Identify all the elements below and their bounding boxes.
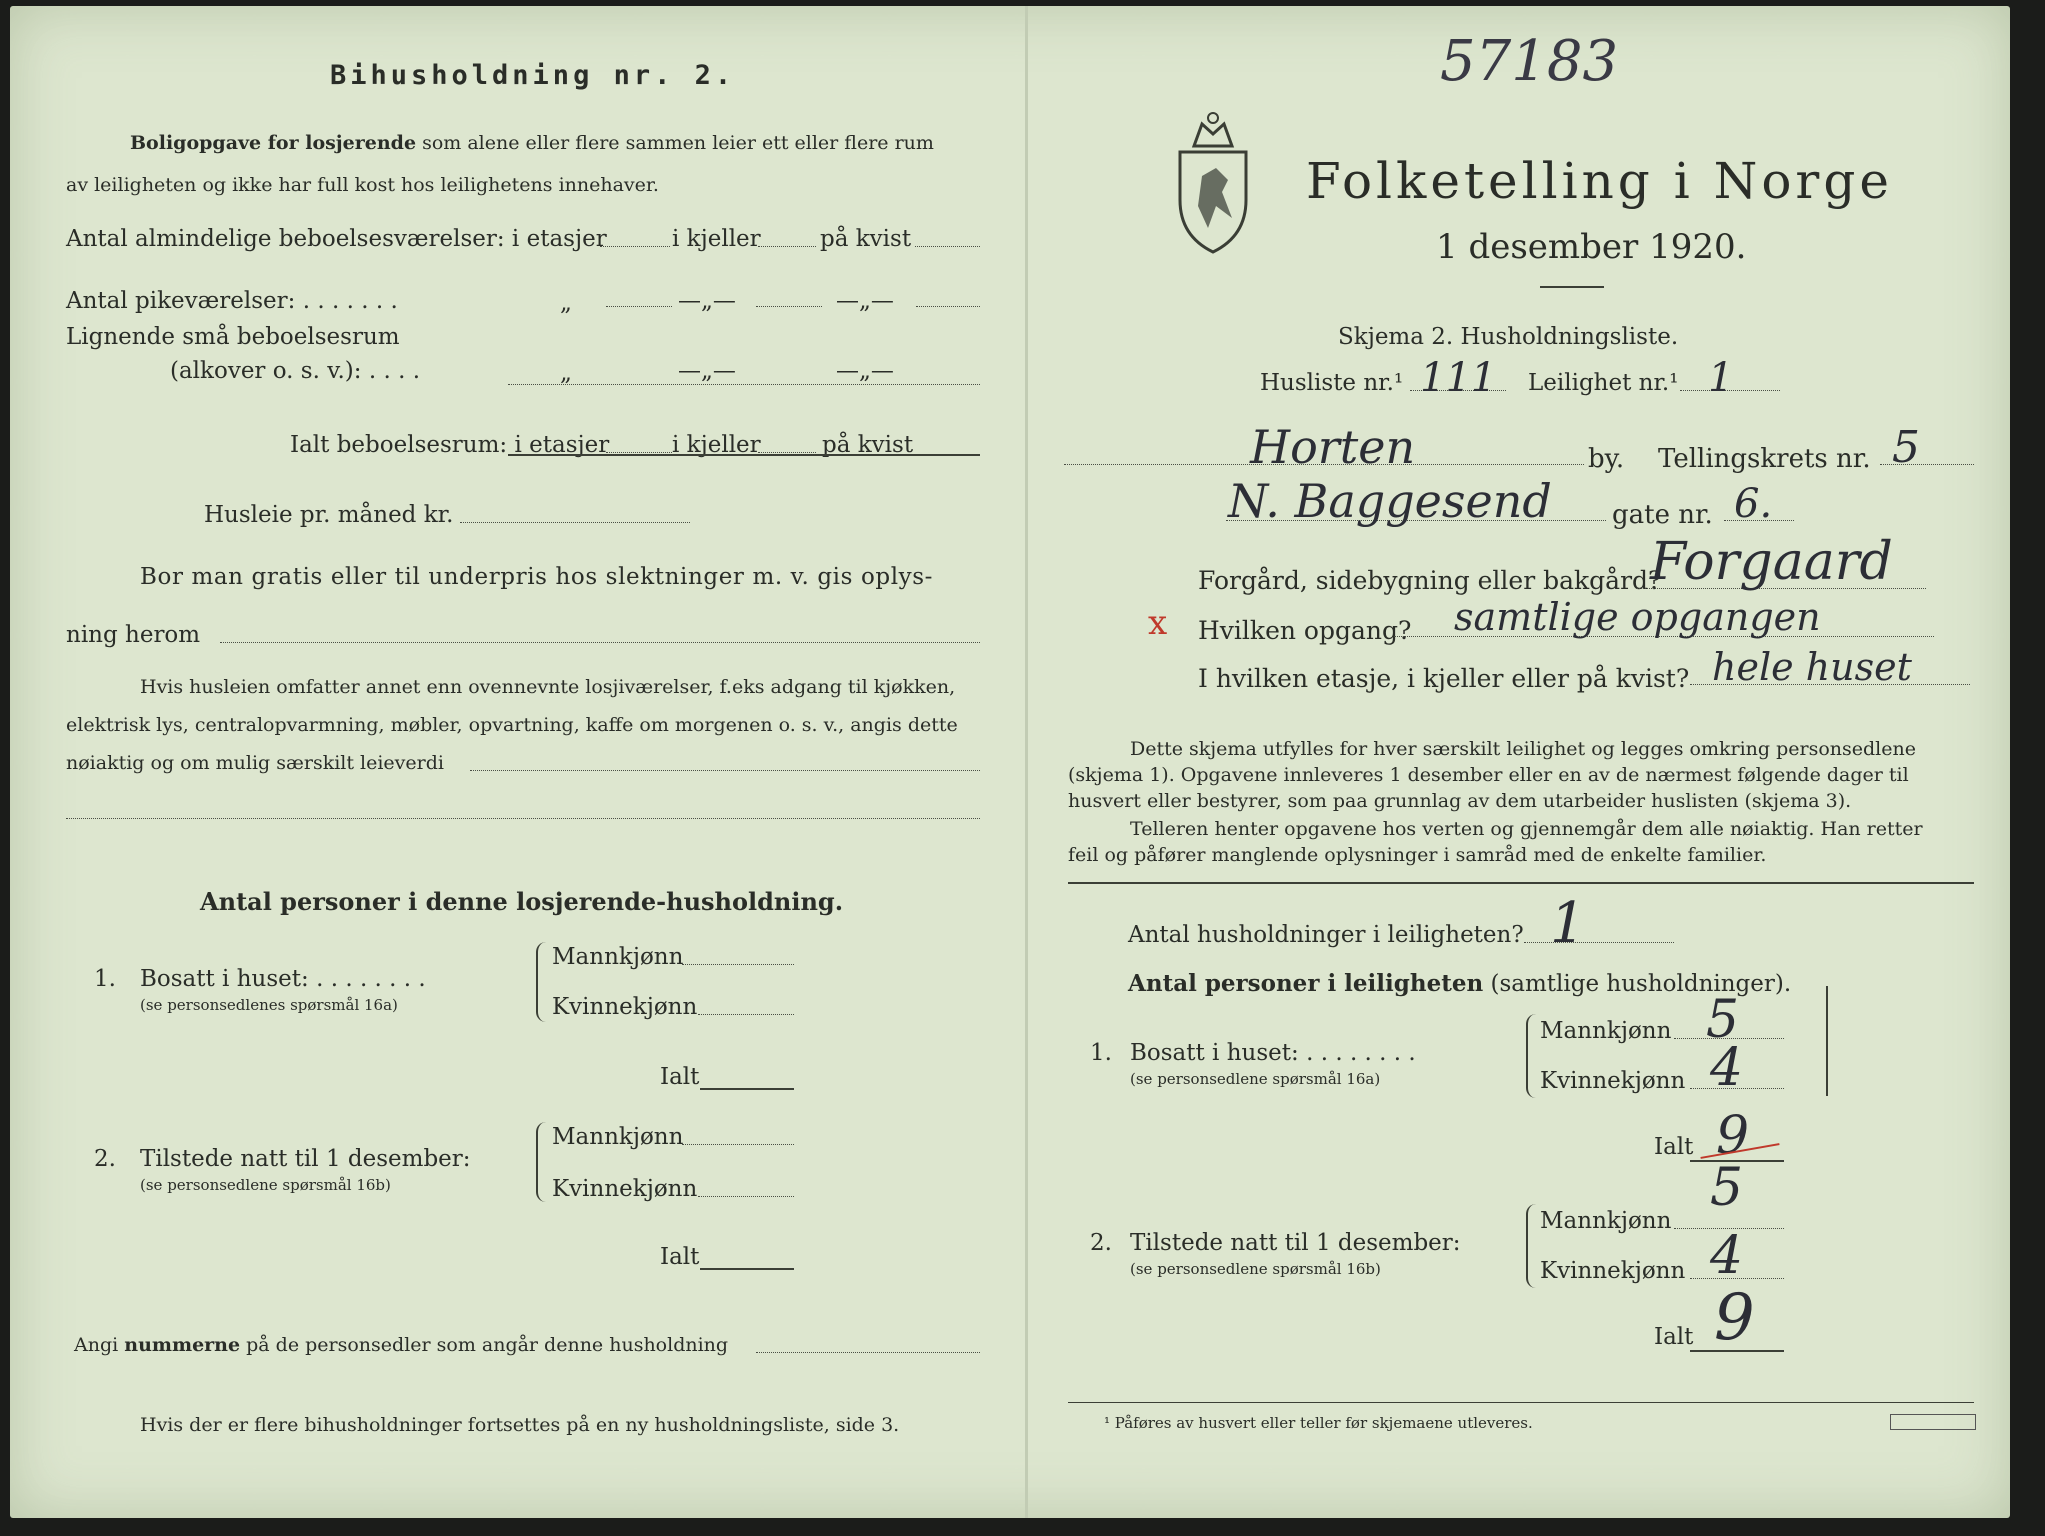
free-line-1: Bor man gratis eller til underpris hos slektninger m. v. gis oplys- <box>140 564 934 590</box>
archive-number: 57183 <box>1440 29 1619 94</box>
continue-note: Hvis der er flere bihusholdninger fortsettes på en ny husholdningsliste, side 3. <box>140 1414 900 1436</box>
printer-stamp <box>1890 1414 1976 1430</box>
floor-label: I hvilken etasje, i kjeller eller på kvist? <box>1198 664 1690 693</box>
right-persons-heading <box>1128 972 1791 996</box>
leilighet-value: 1 <box>1708 355 1734 401</box>
gate-label: gate nr. <box>1612 500 1713 530</box>
households-line <box>1524 942 1674 943</box>
rooms-cellar-line <box>758 246 816 247</box>
right-persons-heading-bold: Antal personer i leiligheten <box>1128 970 1484 997</box>
maid-cellar-line <box>756 306 822 307</box>
right-q2-female-label: Kvinnekjønn <box>1540 1258 1686 1284</box>
small-rooms-label-2: (alkover o. s. v.): . . . . <box>170 358 421 384</box>
small-ditto-1: „ <box>560 360 572 386</box>
right-q1-num: 1. <box>1090 1040 1112 1066</box>
instructions-rule <box>1068 882 1974 884</box>
entrance-value: samtlige opgangen <box>1454 595 1821 639</box>
footnote: ¹ Påføres av husvert eller teller før skjemaene utleveres. <box>1104 1414 1533 1432</box>
entrance-x-mark: x <box>1148 603 1168 643</box>
floor-value: hele huset <box>1712 645 1912 689</box>
instructions-5: feil og påfører manglende oplysninger i samråd med de enkelte familier. <box>1068 844 1767 866</box>
maid-ditto-2: —„— <box>678 288 736 314</box>
right-date: 1 desember 1920. <box>1436 227 1747 267</box>
maid-floors-line <box>606 306 672 307</box>
yard-label: Forgård, sidebygning eller bakgård? <box>1198 566 1662 595</box>
maid-ditto-3: —„— <box>836 288 894 314</box>
by-label: by. <box>1588 444 1625 474</box>
street-value: N. Baggesend <box>1228 474 1552 528</box>
instructions-2: (skjema 1). Opgavene innleveres 1 desember eller en av de nærmest følgende dager til <box>1068 764 1909 786</box>
numbers-bold: nummerne <box>124 1334 241 1356</box>
rooms-floors-line <box>600 246 670 247</box>
intro-rest: som alene eller flere sammen leier ett eller flere rum <box>422 132 934 154</box>
total-rooms-rule <box>508 454 980 456</box>
left-q1-male-line <box>682 964 794 965</box>
extras-line-2: elektrisk lys, centralopvarmning, møbler, opvartning, kaffe om morgenen o. s. v., angis dette <box>66 714 958 736</box>
left-q1-brace <box>536 942 550 1022</box>
intro-bold: Boligopgave for losjerende <box>130 132 417 154</box>
right-q1-total-value: 9 <box>1716 1106 1750 1166</box>
numbers-fill-line <box>756 1352 980 1353</box>
left-q2-brace <box>536 1122 550 1202</box>
small-ditto-2: —„— <box>678 358 736 384</box>
total-cellar-line <box>758 452 816 453</box>
numbers-pre: Angi <box>74 1334 119 1356</box>
right-q1-label: Bosatt i huset: . . . . . . . . <box>1130 1040 1416 1066</box>
rooms-label: Antal almindelige beboelsesværelser: i etasjer <box>66 226 607 252</box>
left-q1-total-label: Ialt <box>660 1064 700 1090</box>
numbers-post: på de personsedler som angår denne husholdning <box>246 1334 729 1356</box>
left-q2-male-line <box>682 1144 794 1145</box>
right-q2-male-label: Mannkjønn <box>1540 1208 1672 1234</box>
left-q2-total-label: Ialt <box>660 1244 700 1270</box>
free-line <box>220 642 980 643</box>
left-q1-male-label: Mannkjønn <box>552 944 684 970</box>
households-value: 1 <box>1550 891 1586 956</box>
tellingskrets-value: 5 <box>1892 422 1920 473</box>
maid-rooms-label: Antal pikeværelser: . . . . . . . <box>66 288 398 314</box>
right-q2-male-value: 5 <box>1710 1158 1744 1218</box>
left-q1-total-line <box>700 1088 794 1090</box>
schema-label: Skjema 2. Husholdningsliste. <box>1338 324 1679 350</box>
extras-line <box>470 770 980 771</box>
free-line-2: ning herom <box>66 622 201 648</box>
right-margin-stroke <box>1826 986 1828 1096</box>
page-fold <box>1025 6 1028 1518</box>
small-ditto-3: —„— <box>836 358 894 384</box>
right-q2-female-value: 4 <box>1710 1226 1744 1286</box>
norway-coat-of-arms-icon <box>1172 106 1254 256</box>
total-attic-label: på kvist <box>822 432 914 458</box>
intro-line-1 <box>130 134 934 153</box>
left-q2-sub: (se personsedlene spørsmål 16b) <box>140 1176 391 1194</box>
maid-attic-line <box>916 306 980 307</box>
right-title: Folketelling i Norge <box>1306 152 1893 210</box>
maid-ditto-1: „ <box>560 290 572 316</box>
tellingskrets-label: Tellingskrets nr. <box>1658 444 1871 474</box>
right-q1-female-label: Kvinnekjønn <box>1540 1068 1686 1094</box>
left-q2-num: 2. <box>94 1146 116 1172</box>
rooms-attic-line <box>915 246 980 247</box>
left-q1-num: 1. <box>94 966 116 992</box>
city-value: Horten <box>1250 420 1416 474</box>
rooms-cellar-label: i kjeller <box>672 226 761 252</box>
right-q1-sub: (se personsedlene spørsmål 16a) <box>1130 1070 1381 1088</box>
extras-line-3: nøiaktig og om mulig særskilt leieverdi <box>66 752 444 774</box>
total-rooms-label: Ialt beboelsesrum: i etasjer <box>290 432 610 458</box>
small-rooms-label-1: Lignende små beboelsesrum <box>66 324 400 350</box>
rent-label: Husleie pr. måned kr. <box>204 502 454 528</box>
left-q1-sub: (se personsedlenes spørsmål 16a) <box>140 996 398 1014</box>
left-q1-female-label: Kvinnekjønn <box>552 994 698 1020</box>
right-q1-female-value: 4 <box>1710 1038 1744 1098</box>
left-q2-male-label: Mannkjønn <box>552 1124 684 1150</box>
intro-line-2: av leiligheten og ikke har full kost hos leilighetens innehaver. <box>66 174 659 196</box>
entrance-label: Hvilken opgang? <box>1198 616 1412 645</box>
right-q2-num: 2. <box>1090 1230 1112 1256</box>
right-q1-male-value: 5 <box>1706 990 1740 1050</box>
gate-value: 6. <box>1734 481 1773 527</box>
numbers-line <box>74 1336 728 1355</box>
left-q2-female-label: Kvinnekjønn <box>552 1176 698 1202</box>
right-q1-male-label: Mannkjønn <box>1540 1018 1672 1044</box>
instructions-3: husvert eller bestyrer, som paa grunnlag av dem utarbeider huslisten (skjema 3). <box>1068 790 1852 812</box>
right-q2-total-label: Ialt <box>1654 1324 1694 1350</box>
leilighet-label: Leilighet nr.¹ <box>1528 370 1679 396</box>
right-q2-brace <box>1526 1204 1540 1288</box>
households-label: Antal husholdninger i leiligheten? <box>1128 922 1524 948</box>
right-q2-label: Tilstede natt til 1 desember: <box>1130 1230 1461 1256</box>
left-persons-heading: Antal personer i denne losjerende-husholdning. <box>200 887 844 916</box>
right-q2-sub: (se personsedlene spørsmål 16b) <box>1130 1260 1381 1278</box>
husliste-label: Husliste nr.¹ <box>1260 370 1404 396</box>
total-cellar-label: i kjeller <box>672 432 761 458</box>
left-title: Bihusholdning nr. 2. <box>330 60 736 91</box>
rent-line <box>460 522 690 523</box>
title-rule <box>1540 286 1604 288</box>
yard-value: Forgaard <box>1650 532 1893 592</box>
right-q2-total-value: 9 <box>1714 1281 1755 1355</box>
left-q1-label: Bosatt i huset: . . . . . . . . <box>140 966 426 992</box>
right-q1-brace <box>1526 1014 1540 1098</box>
instructions-4: Telleren henter opgavene hos verten og gjennemgår dem alle nøiaktig. Han retter <box>1130 818 1923 840</box>
extras-line-1: Hvis husleien omfatter annet enn ovennevnte losjiværelser, f.eks adgang til kjøkken, <box>140 676 956 698</box>
husliste-value: 111 <box>1420 355 1497 401</box>
footnote-rule <box>1068 1402 1974 1403</box>
left-q2-total-line <box>700 1268 794 1270</box>
extras-line-blank <box>66 818 980 819</box>
instructions-1: Dette skjema utfylles for hver særskilt leilighet og legges omkring personsedlene <box>1130 738 1916 760</box>
census-form-sheet <box>10 6 2010 1518</box>
right-persons-heading-rest: (samtlige husholdninger). <box>1490 971 1792 997</box>
rooms-attic-label: på kvist <box>820 226 912 252</box>
right-q1-total-label: Ialt <box>1654 1134 1694 1160</box>
left-q2-female-line <box>698 1196 794 1197</box>
left-q2-label: Tilstede natt til 1 desember: <box>140 1146 471 1172</box>
total-floors-line <box>606 452 672 453</box>
small-rooms-line <box>508 384 980 385</box>
left-q1-female-line <box>698 1014 794 1015</box>
